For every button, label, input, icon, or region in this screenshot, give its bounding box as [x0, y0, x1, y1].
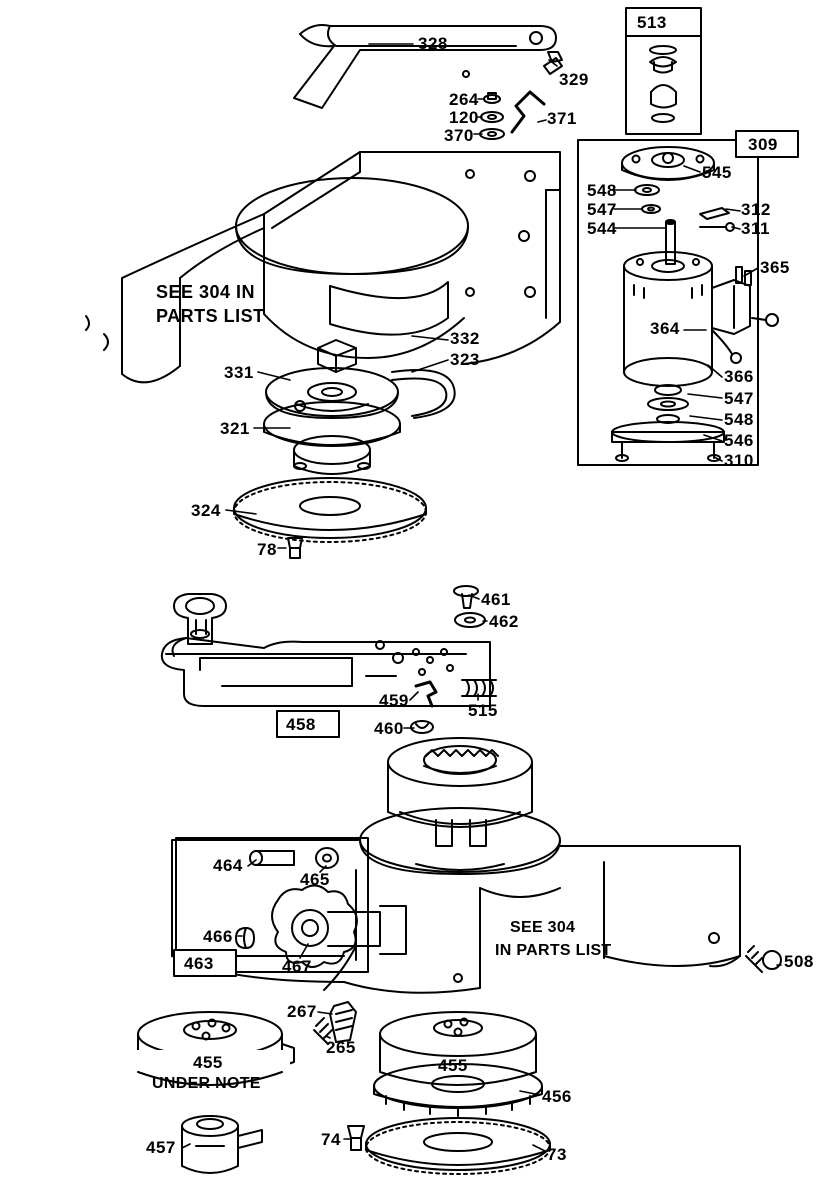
group-508-screw: [746, 946, 781, 972]
callout-324: 324: [191, 501, 221, 520]
callout-323: 323: [450, 350, 480, 369]
callout-312: 312: [741, 200, 771, 219]
callout-331: 331: [224, 363, 254, 382]
note-see-304-lower-line2: IN PARTS LIST: [495, 942, 612, 959]
callout-545: 545: [702, 163, 732, 182]
note-under-note: UNDER NOTE: [152, 1075, 261, 1092]
callout-508: 508: [784, 952, 814, 971]
callout-456: 456: [542, 1087, 572, 1106]
callout-464: 464: [213, 856, 243, 875]
callout-267: 267: [287, 1002, 317, 1021]
callout-467: 467: [282, 957, 312, 976]
callout-329: 329: [559, 70, 589, 89]
callout-78: 78: [257, 540, 277, 559]
group-74-73: [348, 1118, 550, 1174]
callout-370: 370: [444, 126, 474, 145]
callout-265: 265: [326, 1038, 356, 1057]
group-flywheel-assembly: [234, 340, 455, 558]
callout-366: 366: [724, 367, 754, 386]
callout-461: 461: [481, 590, 511, 609]
callout-462: 462: [489, 612, 519, 631]
group-264-120-370-371: [480, 92, 544, 139]
callout-74: 74: [321, 1130, 341, 1149]
callout-460: 460: [374, 719, 404, 738]
callout-364: 364: [650, 319, 680, 338]
callout-515: 515: [468, 701, 498, 720]
callout-548-top: 548: [587, 181, 617, 200]
box-label-463: 463: [184, 954, 214, 973]
callout-455-right: 455: [438, 1056, 468, 1075]
group-457: [182, 1116, 262, 1173]
callout-455-left: 455: [193, 1053, 223, 1072]
callout-466: 466: [203, 927, 233, 946]
note-see-304-upper-line2: PARTS LIST: [156, 306, 265, 326]
callout-73: 73: [547, 1145, 567, 1164]
group-458-control-bracket: [162, 594, 496, 737]
callout-547-bottom: 547: [724, 389, 754, 408]
callout-459: 459: [379, 691, 409, 710]
callout-548-bottom: 548: [724, 410, 754, 429]
callout-544: 544: [587, 219, 617, 238]
callout-310: 310: [724, 451, 754, 470]
callout-465: 465: [300, 870, 330, 889]
callout-457: 457: [146, 1138, 176, 1157]
callout-546: 546: [724, 431, 754, 450]
callout-321: 321: [220, 419, 250, 438]
note-see-304-lower-line1: SEE 304: [510, 919, 576, 936]
note-see-304-upper-line1: SEE 304 IN: [156, 282, 256, 302]
callout-332: 332: [450, 329, 480, 348]
box-label-513: 513: [637, 13, 667, 32]
callout-311: 311: [741, 219, 770, 238]
group-rewind-starter: [360, 738, 560, 874]
callout-547-top: 547: [587, 200, 617, 219]
callout-328: 328: [418, 34, 448, 53]
callout-365: 365: [760, 258, 790, 277]
callout-264: 264: [449, 90, 479, 109]
box-label-309: 309: [748, 135, 778, 154]
callout-120: 120: [449, 108, 479, 127]
group-blower-housing-lower: [172, 840, 740, 993]
group-blower-housing-upper: [86, 152, 560, 382]
callout-371: 371: [547, 109, 577, 128]
box-label-458: 458: [286, 715, 316, 734]
